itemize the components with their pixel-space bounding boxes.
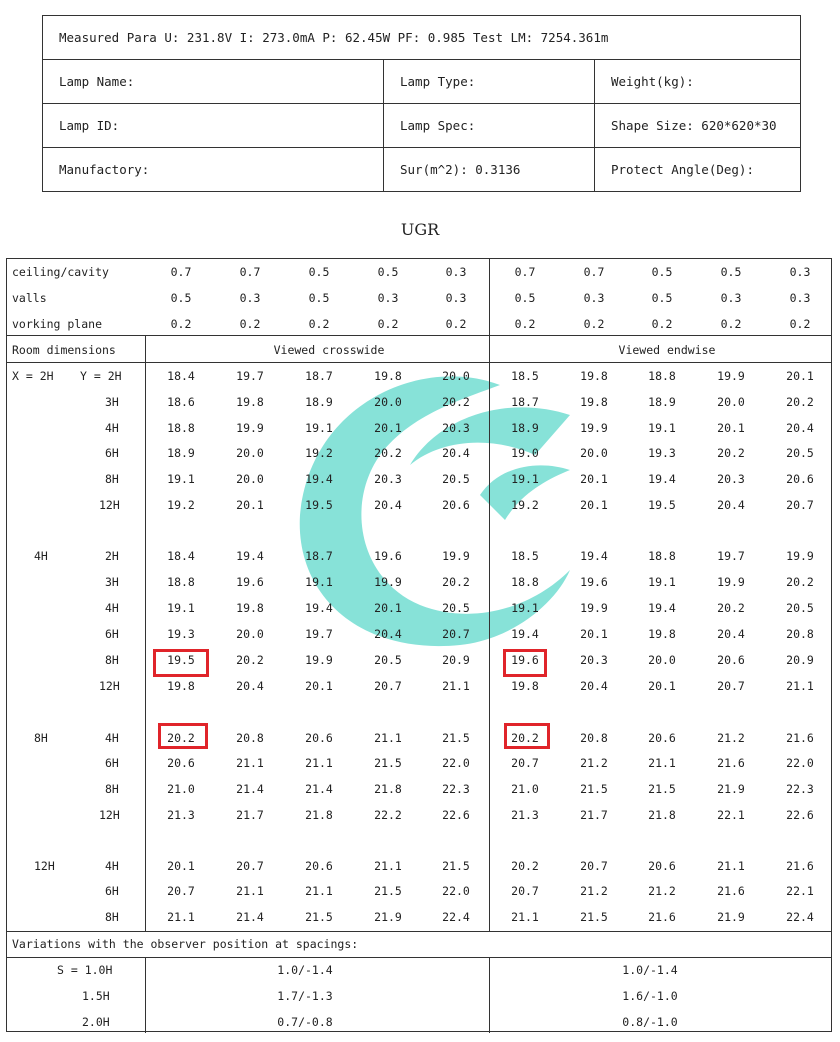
ugr-value: 22.6 [442, 808, 470, 822]
ugr-value: 20.1 [580, 472, 608, 486]
rule-view-divider [489, 259, 490, 931]
ugr-value: 21.5 [442, 859, 470, 873]
ugr-value: 19.8 [648, 627, 676, 641]
ugr-value: 19.7 [236, 369, 264, 383]
reflectance-value: 0.2 [308, 317, 330, 331]
ugr-value: 20.9 [786, 653, 814, 667]
ugr-value: 20.7 [236, 859, 264, 873]
ugr-value: 20.6 [648, 731, 676, 745]
ugr-value: 20.6 [786, 472, 814, 486]
reflectance-value: 0.3 [377, 291, 399, 305]
lamp-id: Lamp ID: [43, 104, 384, 148]
reflectance-value: 0.5 [308, 291, 330, 305]
reflectance-value: 0.2 [239, 317, 261, 331]
variation-endwise: 1.6/-1.0 [622, 989, 678, 1003]
ugr-value: 20.8 [786, 627, 814, 641]
ugr-value: 20.7 [786, 498, 814, 512]
reflectance-label: vorking plane [12, 317, 103, 331]
ugr-value: 21.2 [648, 884, 676, 898]
ugr-value: 21.7 [580, 808, 608, 822]
ugr-value: 21.1 [374, 731, 402, 745]
ugr-title: UGR [400, 220, 440, 239]
ugr-value: 21.1 [374, 859, 402, 873]
reflectance-value: 0.3 [445, 265, 467, 279]
ugr-value: 18.4 [167, 369, 195, 383]
ugr-value: 18.9 [305, 395, 333, 409]
ugr-value: 20.2 [442, 395, 470, 409]
ugr-value: 19.1 [648, 421, 676, 435]
ugr-value: 20.2 [717, 446, 745, 460]
room-dimensions-label: Room dimensions [12, 343, 116, 357]
ugr-value: 19.3 [648, 446, 676, 460]
room-y-label: 6H [105, 884, 119, 898]
ugr-value: 21.0 [511, 782, 539, 796]
ugr-value: 20.0 [648, 653, 676, 667]
ugr-value: 19.9 [442, 549, 470, 563]
ugr-value: 19.9 [717, 575, 745, 589]
ugr-value: 18.8 [511, 575, 539, 589]
room-x-label: 8H [34, 731, 48, 745]
spacing-label: S = 1.0H [57, 963, 113, 977]
ugr-value: 21.1 [167, 910, 195, 924]
ugr-value: 19.7 [305, 627, 333, 641]
reflectance-value: 0.5 [651, 291, 673, 305]
ugr-value: 21.5 [374, 756, 402, 770]
ugr-value: 19.8 [580, 369, 608, 383]
ugr-value: 19.2 [511, 498, 539, 512]
ugr-value: 20.8 [236, 731, 264, 745]
ugr-value: 18.8 [648, 369, 676, 383]
reflectance-value: 0.7 [239, 265, 261, 279]
ugr-value: 21.9 [717, 910, 745, 924]
room-y-label: 12H [99, 679, 120, 693]
ugr-value: 18.9 [167, 446, 195, 460]
ugr-value: 20.6 [648, 859, 676, 873]
ugr-value: 19.5 [648, 498, 676, 512]
ugr-value: 20.0 [442, 369, 470, 383]
ugr-value: 19.9 [305, 653, 333, 667]
ugr-value: 19.9 [580, 601, 608, 615]
ugr-value: 21.1 [717, 859, 745, 873]
ugr-value: 19.8 [167, 679, 195, 693]
room-y-label: 3H [105, 575, 119, 589]
variation-crosswide: 1.0/-1.4 [277, 963, 333, 977]
room-x-label: 12H [34, 859, 55, 873]
ugr-value: 21.1 [648, 756, 676, 770]
ugr-value: 21.3 [167, 808, 195, 822]
ugr-value: 22.0 [442, 884, 470, 898]
ugr-value: 20.7 [167, 884, 195, 898]
ugr-value: 20.5 [786, 446, 814, 460]
reflectance-value: 0.2 [170, 317, 192, 331]
ugr-value: 19.1 [305, 421, 333, 435]
ugr-table [6, 258, 832, 1032]
ugr-value: 21.5 [648, 782, 676, 796]
room-y-label: 4H [105, 731, 119, 745]
ugr-value: 21.2 [580, 884, 608, 898]
reflectance-label: valls [12, 291, 47, 305]
reflectance-value: 0.2 [377, 317, 399, 331]
room-y-label: Y = 2H [80, 369, 122, 383]
ugr-value: 20.5 [786, 601, 814, 615]
ugr-value: 22.6 [786, 808, 814, 822]
ugr-value: 20.0 [580, 446, 608, 460]
ugr-value: 21.2 [717, 731, 745, 745]
ugr-value: 18.9 [511, 421, 539, 435]
ugr-value: 18.8 [167, 575, 195, 589]
ugr-value: 19.1 [511, 472, 539, 486]
ugr-value: 20.6 [717, 653, 745, 667]
ugr-value: 20.1 [374, 421, 402, 435]
room-y-label: 4H [105, 859, 119, 873]
reflectance-value: 0.3 [445, 291, 467, 305]
ugr-value: 19.1 [511, 601, 539, 615]
ugr-value: 20.4 [580, 679, 608, 693]
reflectance-value: 0.3 [239, 291, 261, 305]
rule-after-view-headers [7, 362, 831, 363]
ugr-value: 20.4 [236, 679, 264, 693]
ugr-value: 21.6 [786, 731, 814, 745]
ugr-value: 20.9 [442, 653, 470, 667]
rule-after-variations-label [7, 957, 831, 958]
ugr-value: 20.8 [580, 731, 608, 745]
ugr-value: 20.1 [786, 369, 814, 383]
ugr-value: 21.6 [648, 910, 676, 924]
variation-endwise: 1.0/-1.4 [622, 963, 678, 977]
ugr-value: 20.1 [374, 601, 402, 615]
room-y-label: 8H [105, 653, 119, 667]
ugr-value: 20.6 [442, 498, 470, 512]
ugr-value: 19.1 [167, 472, 195, 486]
ugr-value: 19.4 [580, 549, 608, 563]
ugr-value: 22.0 [442, 756, 470, 770]
ugr-value: 20.1 [580, 498, 608, 512]
ugr-value: 18.8 [167, 421, 195, 435]
ugr-value: 18.8 [648, 549, 676, 563]
room-y-label: 8H [105, 472, 119, 486]
reflectance-value: 0.5 [651, 265, 673, 279]
ugr-value: 21.5 [442, 731, 470, 745]
reflectance-value: 0.3 [720, 291, 742, 305]
ugr-value: 20.3 [374, 472, 402, 486]
ugr-value: 20.7 [374, 679, 402, 693]
room-x-label: 4H [34, 549, 48, 563]
reflectance-value: 0.5 [308, 265, 330, 279]
reflectance-value: 0.5 [720, 265, 742, 279]
ugr-value: 21.9 [717, 782, 745, 796]
room-y-label: 4H [105, 601, 119, 615]
ugr-value: 20.6 [305, 859, 333, 873]
ugr-value: 20.2 [511, 731, 539, 745]
ugr-value: 19.4 [648, 601, 676, 615]
lamp-type: Lamp Type: [384, 60, 595, 104]
variation-endwise: 0.8/-1.0 [622, 1015, 678, 1029]
ugr-value: 20.0 [236, 627, 264, 641]
ugr-value: 20.5 [442, 601, 470, 615]
rule-label-column [145, 335, 146, 931]
room-y-label: 2H [105, 549, 119, 563]
variation-crosswide: 0.7/-0.8 [277, 1015, 333, 1029]
lamp-info-table [42, 15, 801, 192]
ugr-value: 19.8 [580, 395, 608, 409]
ugr-value: 19.4 [305, 472, 333, 486]
room-y-label: 12H [99, 808, 120, 822]
reflectance-value: 0.7 [170, 265, 192, 279]
room-y-label: 6H [105, 627, 119, 641]
ugr-value: 21.6 [717, 884, 745, 898]
ugr-value: 22.4 [786, 910, 814, 924]
ugr-value: 20.1 [648, 679, 676, 693]
ugr-value: 19.1 [648, 575, 676, 589]
ugr-value: 20.0 [717, 395, 745, 409]
ugr-value: 20.1 [580, 627, 608, 641]
ugr-value: 20.2 [442, 575, 470, 589]
ugr-value: 21.8 [305, 808, 333, 822]
ugr-value: 19.9 [786, 549, 814, 563]
rule-before-variations [7, 931, 831, 932]
surface-area: Sur(m^2): 0.3136 [384, 148, 595, 192]
room-y-label: 8H [105, 910, 119, 924]
ugr-value: 19.8 [511, 679, 539, 693]
ugr-value: 21.3 [511, 808, 539, 822]
ugr-value: 22.0 [786, 756, 814, 770]
ugr-value: 20.1 [236, 498, 264, 512]
reflectance-value: 0.2 [514, 317, 536, 331]
variations-label: Variations with the observer position at spacings: [12, 937, 359, 951]
ugr-value: 21.4 [236, 910, 264, 924]
measured-params: Measured Para U: 231.8V I: 273.0mA P: 62.45W PF: 0.985 Test LM: 7254.361m [43, 16, 801, 60]
protect-angle: Protect Angle(Deg): [595, 148, 801, 192]
ugr-value: 20.7 [442, 627, 470, 641]
reflectance-value: 0.2 [583, 317, 605, 331]
ugr-value: 20.0 [236, 446, 264, 460]
ugr-value: 18.7 [305, 369, 333, 383]
reflectance-value: 0.3 [583, 291, 605, 305]
lamp-name: Lamp Name: [43, 60, 384, 104]
ugr-value: 20.6 [305, 731, 333, 745]
ugr-value: 18.7 [305, 549, 333, 563]
reflectance-value: 0.2 [720, 317, 742, 331]
ugr-value: 19.5 [305, 498, 333, 512]
ugr-value: 19.9 [717, 369, 745, 383]
ugr-value: 20.4 [717, 498, 745, 512]
reflectance-value: 0.2 [789, 317, 811, 331]
reflectance-value: 0.2 [651, 317, 673, 331]
ugr-value: 20.3 [717, 472, 745, 486]
ugr-value: 22.1 [717, 808, 745, 822]
ugr-value: 18.5 [511, 369, 539, 383]
ugr-value: 20.3 [580, 653, 608, 667]
ugr-value: 18.5 [511, 549, 539, 563]
ugr-value: 19.1 [167, 601, 195, 615]
ugr-value: 20.7 [717, 679, 745, 693]
ugr-value: 20.2 [786, 575, 814, 589]
highlight-box [158, 723, 208, 749]
ugr-value: 18.9 [648, 395, 676, 409]
room-y-label: 4H [105, 421, 119, 435]
ugr-value: 20.1 [717, 421, 745, 435]
ugr-value: 21.1 [442, 679, 470, 693]
rule-view-divider-bottom [489, 957, 490, 1033]
reflectance-value: 0.3 [789, 265, 811, 279]
ugr-value: 22.4 [442, 910, 470, 924]
reflectance-value: 0.7 [583, 265, 605, 279]
room-y-label: 12H [99, 498, 120, 512]
ugr-value: 20.4 [786, 421, 814, 435]
highlight-box [504, 723, 550, 749]
ugr-value: 21.5 [305, 910, 333, 924]
lamp-spec: Lamp Spec: [384, 104, 595, 148]
ugr-value: 19.1 [305, 575, 333, 589]
room-y-label: 6H [105, 446, 119, 460]
room-y-label: 6H [105, 756, 119, 770]
ugr-value: 20.5 [374, 653, 402, 667]
room-x-label: X = 2H [12, 369, 54, 383]
weight: Weight(kg): [595, 60, 801, 104]
ugr-value: 21.7 [236, 808, 264, 822]
ugr-value: 21.1 [511, 910, 539, 924]
ugr-value: 21.4 [305, 782, 333, 796]
room-y-label: 3H [105, 395, 119, 409]
ugr-value: 19.6 [236, 575, 264, 589]
ugr-value: 20.2 [236, 653, 264, 667]
reflectance-value: 0.3 [789, 291, 811, 305]
ugr-value: 21.1 [786, 679, 814, 693]
reflectance-value: 0.2 [445, 317, 467, 331]
ugr-value: 20.2 [167, 731, 195, 745]
ugr-value: 21.5 [580, 782, 608, 796]
ugr-value: 21.5 [374, 884, 402, 898]
ugr-value: 20.7 [511, 756, 539, 770]
reflectance-value: 0.7 [514, 265, 536, 279]
ugr-value: 20.0 [374, 395, 402, 409]
ugr-value: 19.6 [511, 653, 539, 667]
ugr-value: 22.1 [786, 884, 814, 898]
ugr-value: 18.6 [167, 395, 195, 409]
highlight-box [503, 649, 547, 677]
ugr-value: 19.3 [167, 627, 195, 641]
reflectance-label: ceiling/cavity [12, 265, 109, 279]
manufactory: Manufactory: [43, 148, 384, 192]
highlight-box [153, 649, 209, 677]
ugr-value: 19.8 [374, 369, 402, 383]
ugr-value: 19.5 [167, 653, 195, 667]
ugr-value: 20.6 [167, 756, 195, 770]
rule-after-reflectances [7, 335, 831, 336]
ugr-value: 19.6 [580, 575, 608, 589]
ugr-value: 20.0 [236, 472, 264, 486]
ugr-value: 21.2 [580, 756, 608, 770]
ugr-value: 20.1 [167, 859, 195, 873]
ugr-value: 21.1 [236, 756, 264, 770]
ugr-value: 19.4 [511, 627, 539, 641]
ugr-value: 19.9 [236, 421, 264, 435]
ugr-value: 21.1 [236, 884, 264, 898]
reflectance-value: 0.5 [377, 265, 399, 279]
ugr-value: 20.3 [442, 421, 470, 435]
reflectance-value: 0.5 [514, 291, 536, 305]
ugr-value: 20.7 [580, 859, 608, 873]
ugr-value: 21.9 [374, 910, 402, 924]
ugr-value: 19.9 [580, 421, 608, 435]
room-y-label: 8H [105, 782, 119, 796]
ugr-value: 20.2 [374, 446, 402, 460]
spacing-label: 2.0H [82, 1015, 110, 1029]
ugr-value: 20.2 [786, 395, 814, 409]
viewed-crosswide-label: Viewed crosswide [273, 343, 385, 357]
ugr-value: 19.4 [305, 601, 333, 615]
ugr-value: 20.4 [717, 627, 745, 641]
ugr-value: 19.2 [167, 498, 195, 512]
rule-label-column-bottom [145, 957, 146, 1033]
ugr-value: 21.6 [786, 859, 814, 873]
ugr-value: 20.7 [511, 884, 539, 898]
ugr-value: 19.6 [374, 549, 402, 563]
ugr-value: 20.4 [374, 498, 402, 512]
ugr-value: 20.4 [442, 446, 470, 460]
ugr-value: 19.4 [648, 472, 676, 486]
shape-size: Shape Size: 620*620*30 [595, 104, 801, 148]
ugr-value: 18.7 [511, 395, 539, 409]
ugr-value: 21.8 [374, 782, 402, 796]
ugr-value: 19.8 [236, 395, 264, 409]
ugr-value: 20.2 [511, 859, 539, 873]
ugr-value: 19.2 [305, 446, 333, 460]
ugr-value: 19.9 [374, 575, 402, 589]
ugr-value: 20.2 [717, 601, 745, 615]
ugr-value: 22.3 [442, 782, 470, 796]
spacing-label: 1.5H [82, 989, 110, 1003]
ugr-value: 19.0 [511, 446, 539, 460]
ugr-value: 22.3 [786, 782, 814, 796]
ugr-value: 19.7 [717, 549, 745, 563]
ugr-value: 21.1 [305, 884, 333, 898]
ugr-value: 19.4 [236, 549, 264, 563]
ugr-value: 19.8 [236, 601, 264, 615]
viewed-endwise-label: Viewed endwise [618, 343, 716, 357]
ugr-value: 20.5 [442, 472, 470, 486]
ugr-value: 21.0 [167, 782, 195, 796]
ugr-value: 18.4 [167, 549, 195, 563]
ugr-value: 21.4 [236, 782, 264, 796]
ugr-value: 21.6 [717, 756, 745, 770]
ugr-value: 21.5 [580, 910, 608, 924]
ugr-value: 21.8 [648, 808, 676, 822]
reflectance-value: 0.5 [170, 291, 192, 305]
ugr-value: 21.1 [305, 756, 333, 770]
ugr-value: 22.2 [374, 808, 402, 822]
variation-crosswide: 1.7/-1.3 [277, 989, 333, 1003]
ugr-value: 20.4 [374, 627, 402, 641]
ugr-value: 20.1 [305, 679, 333, 693]
